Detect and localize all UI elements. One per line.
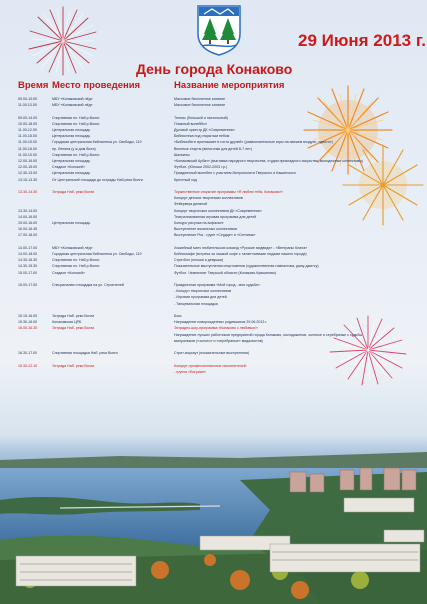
schedule-event: Праздничная программа «Мой город - моя судьба»: [174, 283, 261, 287]
schedule-time: 11.00-15.00 [18, 152, 37, 157]
schedule-event: Концерт профессиональных исполнителей: [174, 363, 247, 368]
column-header-place: Место проведения [52, 80, 141, 91]
schedule-place: Центральная площадь [52, 221, 91, 225]
schedule-event: Хоккейный матч любительских команд «Русские медведи» - «Ветераны Клина» [174, 245, 308, 250]
schedule-time: 16.00-16.30 [18, 326, 38, 331]
schedule-event: Крестный ход [174, 177, 197, 182]
schedule-time: 11.00-18.00 [18, 146, 37, 151]
schedule-place: Центральная площадь [52, 128, 91, 132]
schedule-event: - Концерт творческих коллективов [174, 289, 232, 294]
schedule-time: 09.00-10.00 [18, 97, 38, 101]
schedule-time: 19.30-22.10 [18, 363, 38, 368]
schedule-place: Центральная площадь [52, 171, 91, 176]
schedule-event: - Игровая программа для детей [174, 295, 227, 300]
schedule-time: 12.00-16.00 [18, 159, 38, 163]
schedule-time: 13.30-14.30 [18, 190, 38, 194]
schedule-time: 17.00-18.00 [18, 233, 38, 238]
schedule-event: Бокс [174, 314, 182, 318]
schedule-event: Награждение лучших работников предприятий города Конаково, молодоженов, золотые и серебряные с судьбы [174, 332, 363, 337]
schedule-event: выпускников («золото» и «серебряные» медалистов) [174, 338, 263, 343]
schedule-time: 10.00-18.00 [18, 121, 38, 126]
schedule-place: МБУ «Конаковский лёд» [52, 103, 93, 108]
schedule-place: пр. Ленина (у ж дом быта) [52, 146, 96, 151]
schedule-event: Награждение новорожденных родившихся 29.06.2013 г. [174, 320, 268, 325]
schedule-event: Театрализованная игровая программа для детей [174, 214, 257, 219]
schedule-event: Теннис (большой и настольный) [174, 115, 228, 120]
schedule-time: 12.30-13.00 [18, 171, 38, 176]
column-header-event: Название мероприятия [174, 80, 285, 91]
schedule-place: Специальная площадка на ул. Строителей [52, 283, 124, 287]
schedule-event: Фейерверк дневной [174, 202, 208, 207]
schedule-event: - Танцевальная площадка [174, 301, 218, 306]
schedule-time: 11.00-18.00 [18, 134, 37, 139]
schedule-event: Стритбол (юноши и девушки) [174, 258, 224, 263]
schedule-time: 09.00-14.00 [18, 115, 38, 120]
schedule-place: Спортивная пл. Наб.р.Волги [52, 152, 100, 157]
schedule-event: - группа «Бигриан» [174, 369, 206, 374]
schedule-place: Центральная площадь [52, 134, 91, 139]
event-date: 29 Июня 2013 г. [298, 31, 426, 50]
schedule-time: 14.30-15.30 [18, 264, 38, 269]
schedule-place: Эстрада Наб. реки Волги [52, 190, 95, 194]
schedule-time: 13.15-13.30 [18, 177, 38, 182]
schedule-time: 11.00-15.00 [18, 140, 37, 145]
schedule-event: Показательные выступления спортсменов (художественная гимнастика, джиу-джитсу) [174, 264, 319, 269]
schedule-place: Эстрада Наб. реки Волги [52, 363, 95, 368]
schedule-place: Городская центральная библиотека ул. Свободы, 119 [52, 252, 142, 256]
schedule-event: Концерт детских творческих коллективов [174, 196, 243, 201]
schedule-time: 13.30-14.00 [18, 208, 38, 213]
page-title: День города Конаково [136, 61, 293, 77]
schedule-time: 15.00-16.00 [18, 221, 38, 225]
schedule-event: Библиотека под открытым небом [174, 134, 230, 139]
schedule-event: Футбол. Чемпионат Тверской области (Конаково-Кувшиново) [174, 270, 277, 275]
schedule-place: Спортивная пл. Наб.р.Волги [52, 258, 100, 263]
schedule-event: Концерт творческих коллективов ДК «Современник» [174, 208, 262, 213]
schedule-place: Спортивная площадка Наб. реки Волги [52, 351, 118, 356]
schedule-time: 14.00-16.00 [18, 214, 38, 219]
schedule-time: 15.00-17.00 [18, 270, 38, 275]
schedule-place: Центральная площадь [52, 159, 91, 163]
schedule-event: Массовое бесплатное катание [174, 97, 226, 101]
schedule-time: 14.00-18.00 [18, 252, 38, 256]
schedule-place: Эстрада Наб. реки Волги [52, 314, 95, 318]
schedule-event: Духовой оркестр ДК «Современник» [174, 128, 236, 132]
schedule-time: 16.30-17.00 [18, 351, 38, 356]
schedule-event: Пляжный волейбол [174, 121, 207, 126]
schedule-event: Торжественное открытие программы «Я люблю тебя, Конаково!» [174, 190, 283, 194]
schedule-event: Конкурс рисунка на асфальте [174, 221, 224, 225]
schedule-event: Выступление вокальных коллективов [174, 227, 237, 232]
schedule-time: 16.00-16.45 [18, 227, 38, 232]
schedule-time: 12.00-15.00 [18, 165, 38, 170]
city-emblem-icon [196, 4, 242, 56]
schedule-event: Выступление Рок - групп «Сердце» и «Септима» [174, 233, 256, 238]
schedule-place: Городская центральная библиотека ул. Свободы, 119 [52, 140, 142, 145]
schedule-place: МБУ «Конаковский лёд» [52, 245, 93, 250]
schedule-time: 11.00-13.00 [18, 103, 37, 108]
schedule-time: 15.30-16.00 [18, 320, 38, 325]
schedule-event: Футбол. (Юноши 2002-2003 г.р.) [174, 165, 228, 170]
city-landscape-image [0, 440, 427, 604]
schedule-place: Эстрада Наб. реки Волги [52, 326, 95, 331]
schedule-event: Веселые старты (велогонки для детей 8-7 лет) [174, 146, 252, 151]
firework-top-left [20, 4, 106, 78]
schedule-event: Праздничный молебен с участием Митрополита Тверского и Кашинского [174, 171, 296, 176]
schedule-place: Спортивная пл. Наб.р.Волги [52, 121, 100, 126]
schedule-event: Шахматы [174, 152, 190, 157]
schedule-time: 15.00-17.00 [18, 283, 38, 287]
schedule-time: 11.00-12.00 [18, 128, 37, 132]
schedule-event: «Конаковский Арбат» (выставка народного творчества, студии прикладного искусства, молодежные коллективы) [174, 159, 364, 163]
schedule-place: МБУ «Конаковский лёд» [52, 97, 93, 101]
schedule-time: 15.15-16.00 [18, 314, 38, 318]
schedule-event: Массовое бесплатное катание [174, 103, 226, 108]
schedule-time: 14.30-16.30 [18, 258, 38, 263]
schedule-place: Спортивная пл. Наб.р.Волги [52, 115, 100, 120]
schedule-place: От Центральной площади до эстрады Наб.реки Волги [52, 177, 143, 182]
schedule-event: Стрит-воркаут (показательные выступления) [174, 351, 250, 356]
schedule-event: «Библиобеги приглашает в гости друзей» (развлекательные игры на свежем воздухе, «диоги») [174, 140, 333, 145]
schedule-place: Конаковская ЦРБ [52, 320, 82, 325]
schedule-place: Стадион «Колокей» [52, 165, 86, 170]
schedule-event: Библиокафе (встреча за чашкой кофе с талантливыми людьми нашего города) [174, 252, 307, 256]
column-header-time: Время [18, 80, 49, 91]
schedule-place: Стадион «Колокей» [52, 270, 86, 275]
schedule-time: 14.00-17.00 [18, 245, 38, 250]
schedule-event: Эстрадно-шоу-программа «Конаково с любовью!» [174, 326, 258, 331]
schedule-place: Спортивная пл. Наб.р.Волги [52, 264, 100, 269]
